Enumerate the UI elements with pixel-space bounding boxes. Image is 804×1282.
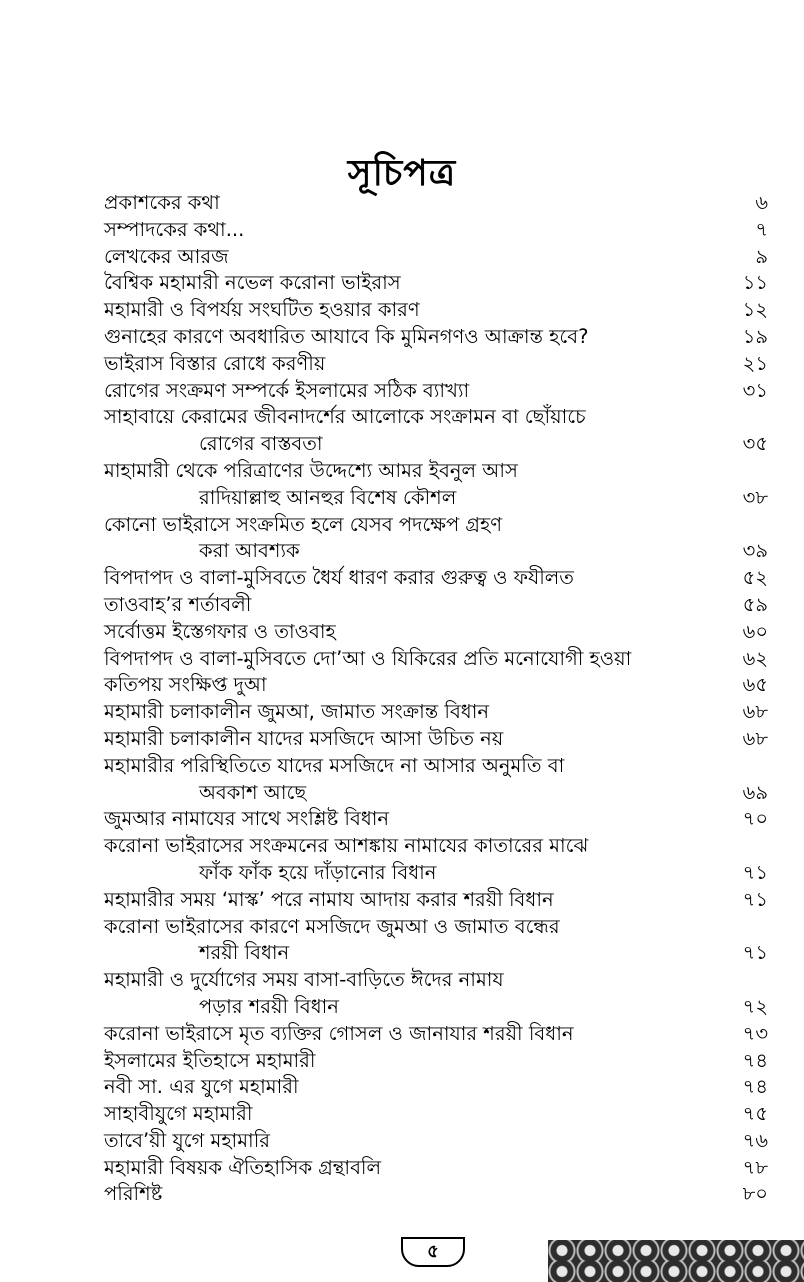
toc-entry-page: ৫৯ xyxy=(742,592,768,616)
toc-entry xyxy=(104,270,768,297)
toc-entry-page: ১২ xyxy=(742,298,768,322)
toc-entry xyxy=(104,458,768,512)
toc-entry-title: মাহামারী থেকে পরিত্রাণের উদ্দেশ্যে আমর ইবনুল আস xyxy=(104,458,518,482)
toc-entry-page: ৬৮ xyxy=(742,726,768,750)
toc-entry-title: সাহাবীযুগে মহামারী xyxy=(104,1102,253,1126)
toc-entry-page: ৭৪ xyxy=(742,1048,768,1072)
toc-entry-page: ১৯ xyxy=(742,324,768,348)
toc-entry-page: ৭৩ xyxy=(742,1021,768,1045)
toc-entry-title: করোনা ভাইরাসের কারণে মসজিদে জুমআ ও জামাত বন্ধের xyxy=(104,914,560,938)
toc-entry-title: মহামারীর সময় ‘মাস্ক’ পরে নামায আদায় করার শরয়ী বিধান xyxy=(104,887,554,911)
toc-entry-title: করোনা ভাইরাসে মৃত ব্যক্তির গোসল ও জানাযার শরয়ী বিধান xyxy=(104,1021,574,1045)
toc-entry xyxy=(104,619,768,646)
toc-entry-title: মহামারী ও দুর্যোগের সময় বাসা-বাড়িতে ঈদের নামায xyxy=(104,968,504,992)
toc-entry-title: সম্পাদকের কথা... xyxy=(104,217,245,241)
toc-entry xyxy=(104,324,768,351)
toc-entry xyxy=(104,297,768,324)
toc-entry xyxy=(104,512,768,566)
toc-entry-page: ৬৫ xyxy=(742,673,768,697)
toc-entry xyxy=(104,806,768,833)
toc-entry-page: ৬০ xyxy=(742,619,768,643)
toc-entry-title-continuation: রোগের বাস্তবতা xyxy=(199,432,323,456)
toc-entry-page: ২১ xyxy=(742,351,768,375)
table-of-contents xyxy=(104,190,768,1208)
toc-entry-title: মহামারী চলাকালীন জুমআ, জামাত সংক্রান্ত বিধান xyxy=(104,700,490,724)
toc-entry-title: পরিশিষ্ট xyxy=(104,1182,163,1206)
toc-entry-title: তাবে’য়ী যুগে মহামারি xyxy=(104,1128,270,1152)
toc-entry xyxy=(104,1021,768,1048)
toc-entry xyxy=(104,1074,768,1101)
toc-entry xyxy=(104,753,768,807)
toc-entry xyxy=(104,1048,768,1075)
toc-entry xyxy=(104,190,768,217)
toc-entry-page: ৫২ xyxy=(742,566,768,590)
toc-entry xyxy=(104,726,768,753)
toc-entry-title-continuation: পড়ার শরয়ী বিধান xyxy=(199,994,339,1018)
toc-entry xyxy=(104,378,768,405)
toc-entry-title: সাহাবায়ে কেরামের জীবনাদর্শের আলোকে সংক্রামন বা ছোঁয়াচে xyxy=(104,405,586,429)
toc-entry xyxy=(104,592,768,619)
toc-entry-title: করোনা ভাইরাসের সংক্রমনের আশঙ্কায় নামাযের কাতারের মাঝে xyxy=(104,834,589,858)
toc-entry-title: মহামারীর পরিস্থিতিতে যাদের মসজিদে না আসার অনুমতি বা xyxy=(104,753,565,777)
toc-entry-title: কোনো ভাইরাসে সংক্রমিত হলে যেসব পদক্ষেপ গ্রহণ xyxy=(104,512,503,536)
toc-entry-page: ৭০ xyxy=(742,807,768,831)
toc-entry xyxy=(104,914,768,968)
toc-entry-title: বৈশ্বিক মহামারী নভেল করোনা ভাইরাস xyxy=(104,271,401,295)
toc-entry xyxy=(104,672,768,699)
toc-entry-title: নবী সা. এর যুগে মহামারী xyxy=(104,1075,299,1099)
toc-entry-page: ৬৮ xyxy=(742,700,768,724)
toc-entry-title: মহামারী বিষয়ক ঐতিহাসিক গ্রন্থাবলি xyxy=(104,1155,382,1179)
page-number: ৫ xyxy=(401,1237,465,1267)
toc-entry-title-continuation: ফাঁক ফাঁক হয়ে দাঁড়ানোর বিধান xyxy=(199,860,437,884)
toc-entry-page: ৬৯ xyxy=(742,780,768,804)
toc-entry-title: তাওবাহ’র শর্তাবলী xyxy=(104,592,252,616)
toc-entry-page: ৭৬ xyxy=(742,1128,768,1152)
toc-entry xyxy=(104,217,768,244)
toc-entry-page: ৩৫ xyxy=(742,432,768,456)
toc-entry-page: ৭১ xyxy=(742,941,768,965)
toc-entry xyxy=(104,646,768,673)
toc-entry-title: মহামারী ও বিপর্যয় সংঘটিত হওয়ার কারণ xyxy=(104,298,420,322)
decorative-border-pattern xyxy=(548,1240,804,1282)
toc-entry xyxy=(104,967,768,1021)
toc-entry-page: ৭ xyxy=(755,217,768,241)
toc-entry-title: বিপদাপদ ও বালা-মুসিবতে ধৈর্য ধারণ করার গুরুত্ব ও ফযীলত xyxy=(104,566,574,590)
toc-entry-title: লেখকের আরজ xyxy=(104,244,229,268)
toc-entry-title: প্রকাশকের কথা xyxy=(104,191,220,214)
toc-entry xyxy=(104,699,768,726)
toc-entry-title: কতিপয় সংক্ষিপ্ত দুআ xyxy=(104,673,267,697)
toc-entry-page: ৭২ xyxy=(742,994,768,1018)
toc-entry-page: ৭৪ xyxy=(742,1075,768,1099)
toc-entry xyxy=(104,404,768,458)
toc-entry-title: সর্বোত্তম ইস্তেগফার ও তাওবাহ xyxy=(104,619,336,643)
page-title: সূচিপত্র xyxy=(347,153,457,194)
toc-entry-page: ৮০ xyxy=(742,1182,768,1206)
toc-entry-page: ৩১ xyxy=(742,378,768,402)
toc-entry-title: বিপদাপদ ও বালা-মুসিবতে দো’আ ও যিকিরের প্রতি মনোযোগী হওয়া xyxy=(104,646,632,670)
toc-entry-title-continuation: অবকাশ আছে xyxy=(199,780,307,804)
toc-entry-title-continuation: রাদিয়াল্লাহু আনহুর বিশেষ কৌশল xyxy=(199,485,457,509)
toc-entry-page: ৭৫ xyxy=(742,1102,768,1126)
toc-entry-page: ৩৮ xyxy=(742,485,768,509)
toc-entry xyxy=(104,351,768,378)
toc-entry-page: ৬২ xyxy=(742,646,768,670)
toc-entry-page: ৯ xyxy=(755,244,768,268)
toc-entry xyxy=(104,244,768,271)
toc-entry xyxy=(104,1155,768,1182)
toc-entry xyxy=(104,565,768,592)
toc-entry xyxy=(104,1181,768,1208)
toc-entry-page: ৬ xyxy=(755,191,768,214)
toc-entry-title-continuation: শরয়ী বিধান xyxy=(199,941,290,965)
toc-entry-page: ৩৯ xyxy=(742,539,768,563)
toc-entry-page: ১১ xyxy=(742,271,768,295)
toc-entry-title: রোগের সংক্রমণ সম্পর্কে ইসলামের সঠিক ব্যাখ্যা xyxy=(104,378,470,402)
toc-entry-page: ৭১ xyxy=(742,887,768,911)
toc-entry-title-continuation: করা আবশ্যক xyxy=(199,539,300,563)
toc-entry-title: গুনাহের কারণে অবধারিত আযাবে কি মুমিনগণও আক্রান্ত হবে? xyxy=(104,324,589,348)
toc-entry-page: ৭৮ xyxy=(742,1155,768,1179)
toc-entry-title: জুমআর নামাযের সাথে সংশ্লিষ্ট বিধান xyxy=(104,807,390,831)
toc-entry xyxy=(104,1101,768,1128)
toc-entry-title: ভাইরাস বিস্তার রোধে করণীয় xyxy=(104,351,326,375)
toc-entry xyxy=(104,887,768,914)
toc-entry xyxy=(104,833,768,887)
toc-entry-page: ৭১ xyxy=(742,860,768,884)
toc-entry xyxy=(104,1128,768,1155)
toc-entry-title: মহামারী চলাকালীন যাদের মসজিদে আসা উচিত নয় xyxy=(104,726,504,750)
toc-entry-title: ইসলামের ইতিহাসে মহামারী xyxy=(104,1048,316,1072)
